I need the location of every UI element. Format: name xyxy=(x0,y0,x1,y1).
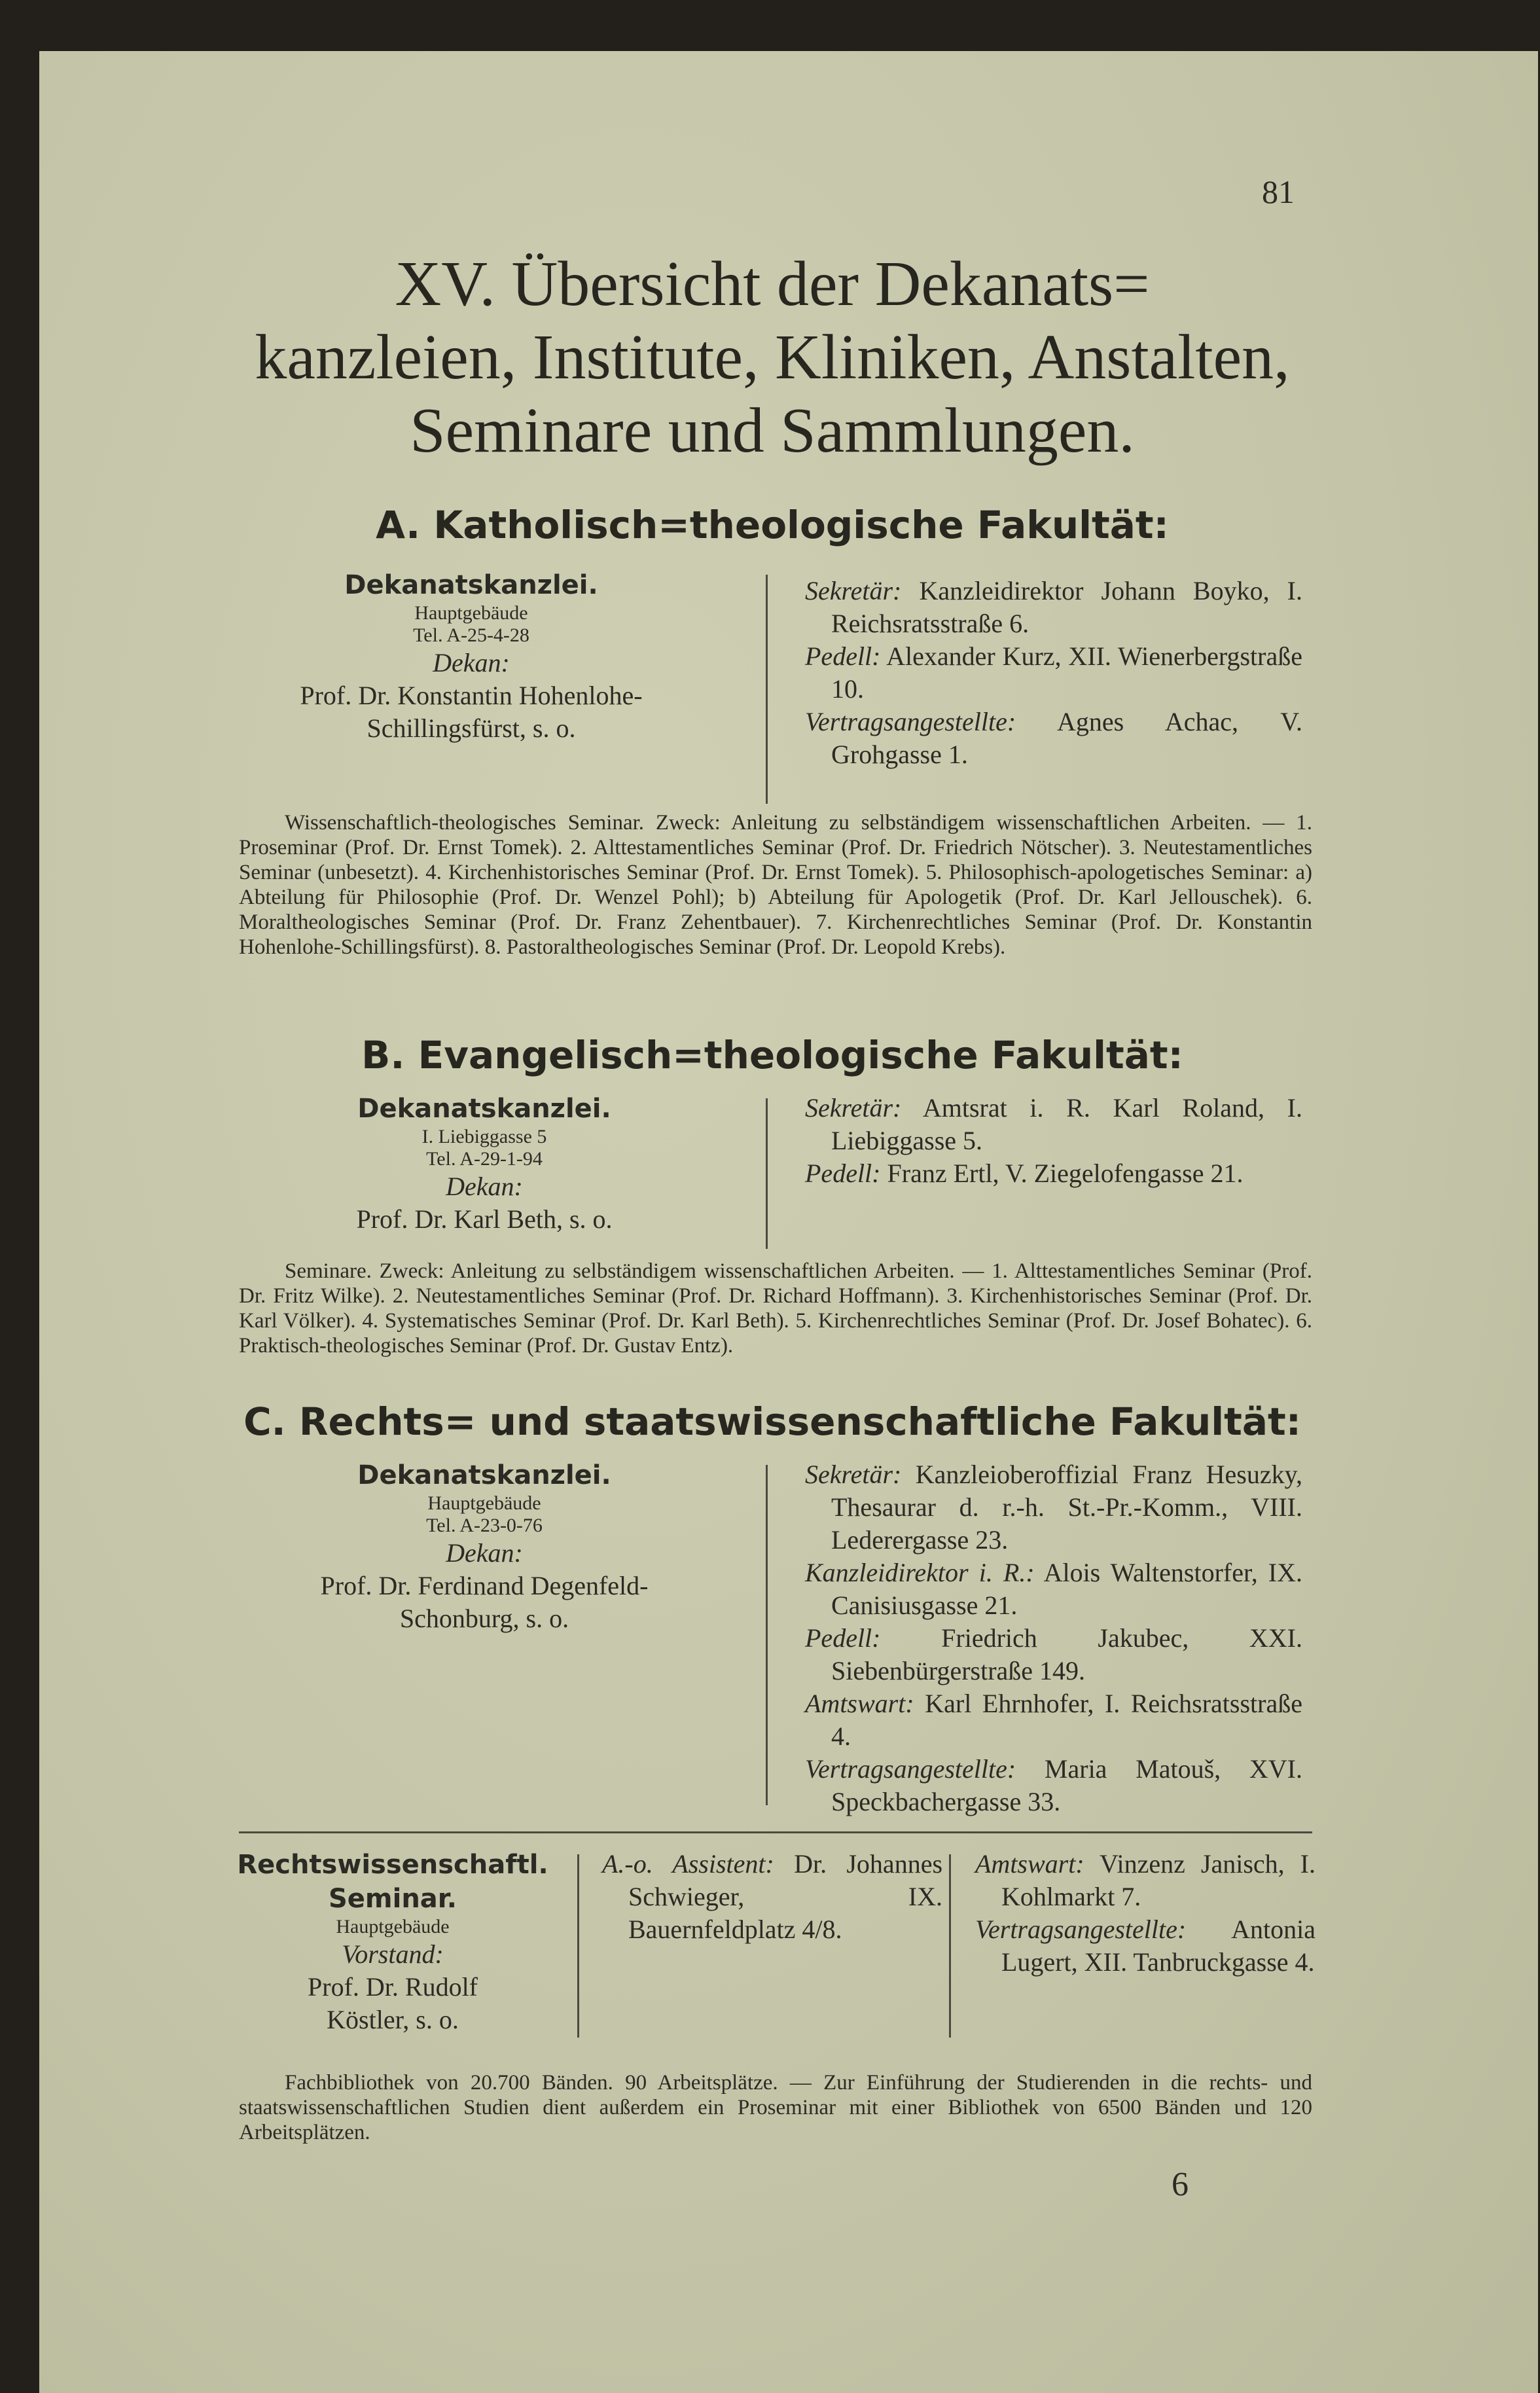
staff-entry: A.-o. Assistent: Dr. Johannes Schwieger, IX. Bauernfeldplatz 4/8. xyxy=(602,1849,943,1944)
page-title xyxy=(196,247,1348,467)
staff-entry: Kanzleidirektor i. R.: Alois Waltenstorfer, IX. Canisiusgasse 21. xyxy=(805,1558,1302,1620)
seminar-head-line: Köstler, s. o. xyxy=(327,2005,459,2034)
seminar-heading: Rechtswissenschaftl. xyxy=(237,1850,548,1880)
office-heading: Dekanatskanzlei. xyxy=(357,1460,611,1490)
seminar-head-line: Prof. Dr. Rudolf xyxy=(308,1972,478,2002)
office-tel: Tel. A-25-4-28 xyxy=(413,624,529,646)
title-line-1: XV. Übersicht der Dekanats= xyxy=(395,249,1150,319)
office-tel: Tel. A-29-1-94 xyxy=(426,1148,543,1170)
dean-line: Prof. Dr. Ferdinand Degenfeld- xyxy=(320,1571,649,1600)
office-tel: Tel. A-23-0-76 xyxy=(426,1515,543,1536)
staff-entry: Sekretär: Kanzleioberoffizial Franz Hesuzky, Thesaurar d. r.-h. St.-Pr.-Komm., VIII. Lederergasse 23. xyxy=(805,1460,1303,1555)
staff-entry: Vertragsangestellte: Maria Matouš, XVI. Speckbachergasse 33. xyxy=(805,1754,1303,1816)
staff-entry: Amtswart: Vinzenz Janisch, I. Kohlmarkt 7. xyxy=(975,1849,1316,1911)
separator-line xyxy=(239,1831,1312,1833)
staff-entry: Pedell: Franz Ertl, V. Ziegelofengasse 21. xyxy=(805,1159,1244,1188)
staff-entry: Sekretär: Kanzleidirektor Johann Boyko, I. Reichsratsstraße 6. xyxy=(805,576,1302,638)
staff-entry: Vertragsangestellte: Antonia Lugert, XII. Tanbruckgasse 4. xyxy=(975,1915,1316,1977)
section-b-office xyxy=(236,1092,733,1236)
dean-label: Dekan: xyxy=(446,1172,523,1201)
seminar-paragraph: Fachbibliothek von 20.700 Bänden. 90 Arbeitsplätze. — Zur Einführung der Studierenden in die rechts- und staatswissenschaftlichen Studien dient außerdem ein Proseminar mit einer Bibliothek von 6500 Bänden und 120 Arbeitsplätzen. xyxy=(239,2071,1312,2144)
column-divider xyxy=(949,1854,951,2038)
office-address: Hauptgebäude xyxy=(414,602,528,624)
office-heading: Dekanatskanzlei. xyxy=(344,570,598,600)
column-divider xyxy=(577,1854,579,2038)
dean-line: Prof. Dr. Konstantin Hohenlohe- xyxy=(300,681,643,710)
section-a-paragraph: Wissenschaftlich-theologisches Seminar. Zweck: Anleitung zu selbständigem wissenschaftlichen Arbeiten. — 1. Proseminar (Prof. Dr. Ernst Tomek). 2. Alttestamentliches Seminar (Prof. Dr. Friedrich Nötscher). 3. Neutestamentliches Seminar (unbesetzt). 4. Kirchenhistorisches Seminar (Prof. Dr. Ernst Tomek). 5. Philosophisch-apologetisches Seminar: a) Abteilung für Philosophie (Prof. Dr. Wenzel Pohl); b) Abteilung für Apologetik (Prof. Dr. Karl Jellouschek). 6. Moraltheologisches Seminar (Prof. Dr. Franz Zehentbauer). 7. Kirchenrechtliches Seminar (Prof. Dr. Konstantin Hohenlohe-Schillingsfürst). 8. Pastoraltheologisches Seminar (Prof. Dr. Leopold Krebs). xyxy=(239,811,1312,959)
seminar-staff xyxy=(975,1848,1316,1979)
section-c-heading: C. Rechts= und staatswissenschaftliche Fakultät: xyxy=(243,1399,1301,1444)
title-line-2: kanzleien, Institute, Kliniken, Anstalten, xyxy=(255,322,1290,393)
dean-line: Schillingsfürst, s. o. xyxy=(367,713,576,743)
sheet-number: 6 xyxy=(1172,2166,1189,2203)
staff-entry: Amtswart: Karl Ehrnhofer, I. Reichsratsstraße 4. xyxy=(805,1689,1302,1751)
column-divider xyxy=(766,575,768,804)
staff-entry: Vertragsangestellte: Agnes Achac, V. Grohgasse 1. xyxy=(805,707,1303,769)
page-number: 81 xyxy=(1262,173,1295,210)
seminar-address: Hauptgebäude xyxy=(336,1916,450,1937)
dean-line: Prof. Dr. Karl Beth, s. o. xyxy=(356,1204,613,1234)
document-page xyxy=(39,51,1538,2393)
dean-label: Dekan: xyxy=(446,1538,523,1568)
title-line-3: Seminare und Sammlungen. xyxy=(410,395,1135,466)
column-divider xyxy=(766,1465,768,1805)
seminar-assistant xyxy=(602,1848,942,1946)
section-b-heading: B. Evangelisch=theologische Fakultät: xyxy=(361,1033,1183,1077)
staff-entry: Sekretär: Amtsrat i. R. Karl Roland, I. Liebiggasse 5. xyxy=(805,1093,1303,1155)
section-a-staff xyxy=(805,575,1302,771)
seminar-heading: Seminar. xyxy=(328,1884,457,1914)
section-a-office xyxy=(203,568,740,745)
office-heading: Dekanatskanzlei. xyxy=(357,1094,611,1124)
section-a-heading: A. Katholisch=theologische Fakultät: xyxy=(376,503,1169,547)
section-c-office xyxy=(236,1458,733,1635)
seminar-info xyxy=(216,1848,569,2036)
dean-label: Dekan: xyxy=(433,648,510,677)
section-c-staff xyxy=(805,1458,1302,1818)
staff-entry: Pedell: Alexander Kurz, XII. Wienerbergstraße 10. xyxy=(805,641,1302,704)
section-b-paragraph: Seminare. Zweck: Anleitung zu selbständigem wissenschaftlichen Arbeiten. — 1. Alttestamentliches Seminar (Prof. Dr. Fritz Wilke). 2. Neutestamentliches Seminar (Prof. Dr. Richard Hoffmann). 3. Kirchenhistorisches Seminar (Prof. Dr. Karl Völker). 4. Systematisches Seminar (Prof. Dr. Karl Beth). 5. Kirchenrechtliches Seminar (Prof. Dr. Josef Bohatec). 6. Praktisch-theologisches Seminar (Prof. Dr. Gustav Entz). xyxy=(239,1259,1312,1358)
seminar-head-label: Vorstand: xyxy=(342,1939,444,1969)
office-address: Hauptgebäude xyxy=(427,1492,541,1514)
staff-entry: Pedell: Friedrich Jakubec, XXI. Siebenbürgerstraße 149. xyxy=(805,1623,1303,1685)
dean-line: Schonburg, s. o. xyxy=(399,1604,569,1633)
office-address: I. Liebiggasse 5 xyxy=(421,1126,547,1147)
section-b-staff xyxy=(805,1092,1302,1190)
column-divider xyxy=(766,1098,768,1249)
